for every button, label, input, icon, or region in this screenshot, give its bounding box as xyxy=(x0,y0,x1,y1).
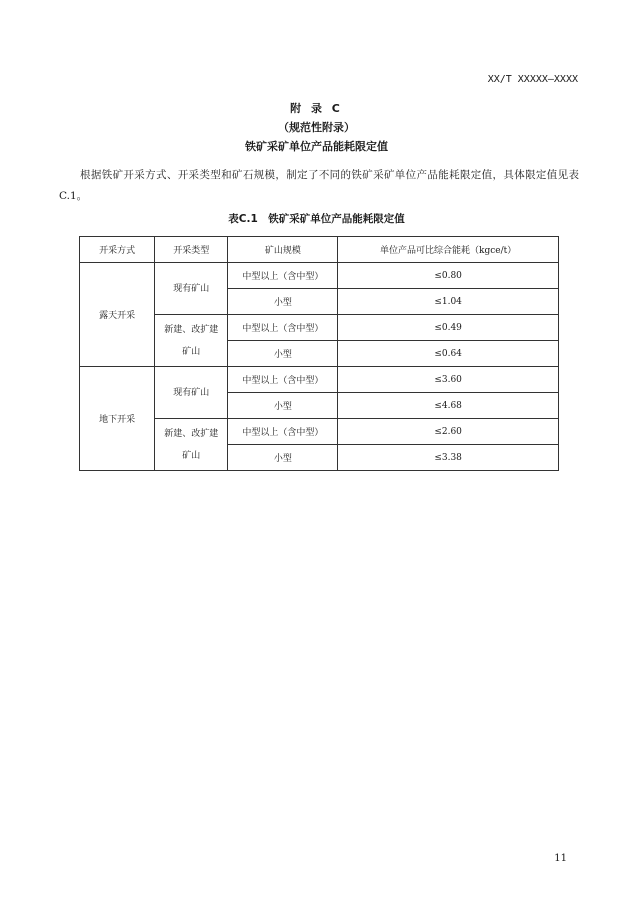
table-row xyxy=(80,263,559,289)
scale-cell: 小型 xyxy=(228,393,338,419)
scale-cell: 中型以上（含中型） xyxy=(228,315,338,341)
scale-cell: 小型 xyxy=(228,341,338,367)
appendix-title: 附 录 C xyxy=(290,102,343,115)
type-cell xyxy=(155,263,228,315)
method-cell: 露天开采 xyxy=(80,263,155,367)
energy-limit-table xyxy=(79,236,559,471)
type-cell xyxy=(155,419,228,471)
header-method: 开采方式 xyxy=(80,237,155,263)
value-cell: ≤0.64 xyxy=(338,341,559,367)
header-scale: 矿山规模 xyxy=(228,237,338,263)
type-label-line1: 现有矿山 xyxy=(173,387,210,398)
page-number: 11 xyxy=(554,853,567,864)
value-cell: ≤3.38 xyxy=(338,445,559,471)
value-cell: ≤2.60 xyxy=(338,419,559,445)
table-caption: 表C.1 铁矿采矿单位产品能耗限定值 xyxy=(228,213,405,225)
type-cell xyxy=(155,315,228,367)
body-paragraph: 根据铁矿开采方式、开采类型和矿石规模，制定了不同的铁矿采矿单位产品能耗限定值，具体限定值见表C.1。 xyxy=(59,169,579,202)
appendix-subject: 铁矿采矿单位产品能耗限定值 xyxy=(245,140,388,153)
type-cell xyxy=(155,367,228,419)
value-cell: ≤4.68 xyxy=(338,393,559,419)
scale-cell: 中型以上（含中型） xyxy=(228,263,338,289)
header-energy: 单位产品可比综合能耗（kgce/t） xyxy=(338,237,559,263)
type-label-line2: 矿山 xyxy=(182,346,201,357)
table-header-row xyxy=(80,237,559,263)
value-cell: ≤3.60 xyxy=(338,367,559,393)
value-cell: ≤0.80 xyxy=(338,263,559,289)
scale-cell: 小型 xyxy=(228,289,338,315)
scale-cell: 中型以上（含中型） xyxy=(228,419,338,445)
scale-cell: 中型以上（含中型） xyxy=(228,367,338,393)
value-cell: ≤0.49 xyxy=(338,315,559,341)
value-cell: ≤1.04 xyxy=(338,289,559,315)
appendix-type: （规范性附录） xyxy=(278,121,355,134)
type-label-line1: 新建、改扩建 xyxy=(164,324,219,335)
type-label-line1: 现有矿山 xyxy=(173,283,210,294)
scale-cell: 小型 xyxy=(228,445,338,471)
table-row xyxy=(80,367,559,393)
type-label-line2: 矿山 xyxy=(182,450,201,461)
standard-code: XX/T XXXXX—XXXX xyxy=(487,74,578,85)
header-type: 开采类型 xyxy=(155,237,228,263)
method-cell: 地下开采 xyxy=(80,367,155,471)
type-label-line1: 新建、改扩建 xyxy=(164,428,219,439)
